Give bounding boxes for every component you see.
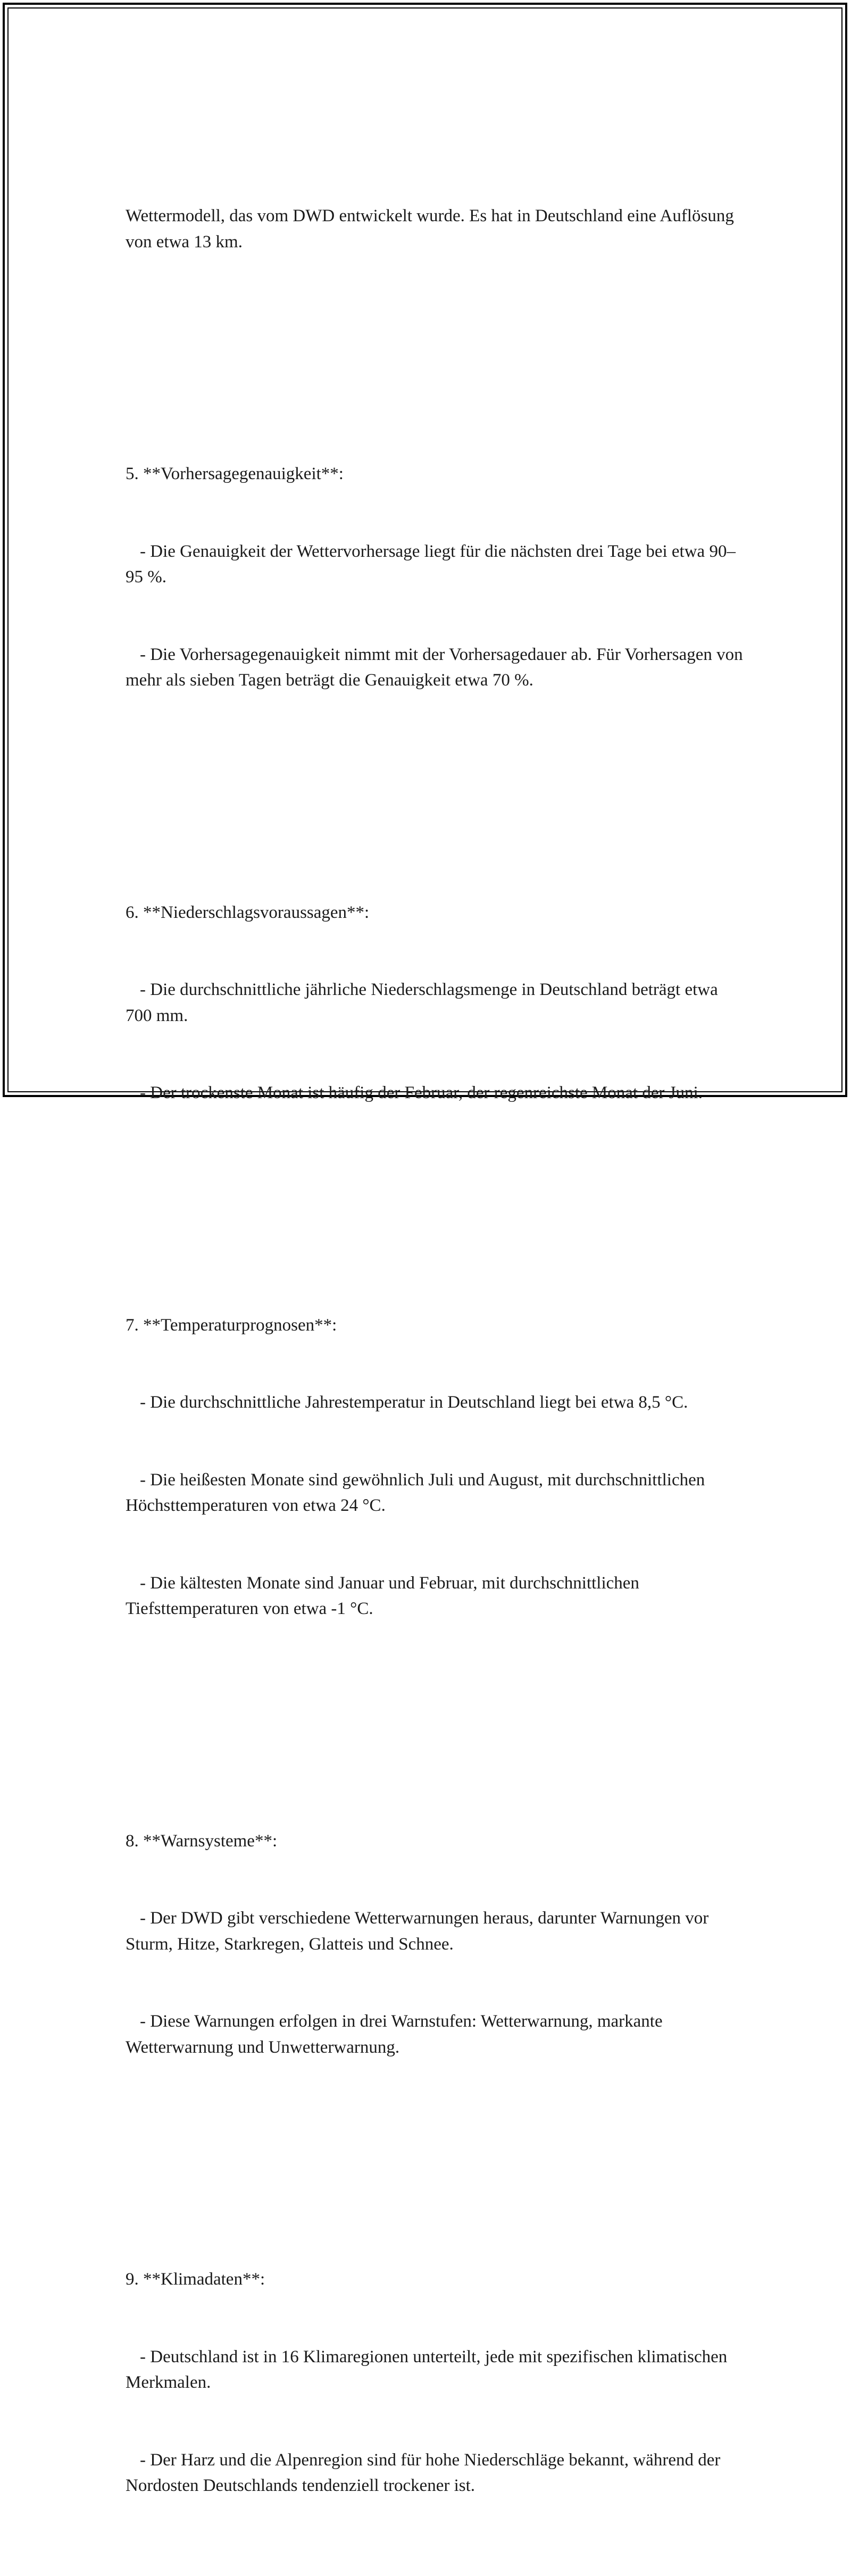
intro-text: Wettermodell, das vom DWD entwickelt wurde. Es hat in Deutschland eine Auflösung von etwa 13 km. [126, 206, 739, 252]
section-heading: 7. **Temperaturprognosen**: [126, 1315, 337, 1335]
section-warnsysteme [126, 1777, 748, 2112]
bullet-item: - Der trockenste Monat ist häufig der Februar, der regenreichste Monat der Juni. [140, 1083, 703, 1102]
bullet-item: - Die heißesten Monate sind gewöhnlich Juli und August, mit durchschnittlichen Höchsttemperaturen von etwa 24 °C. [126, 1470, 710, 1515]
bullet-item: - Diese Warnungen erfolgen in drei Warnstufen: Wetterwarnung, markante Wetterwarnung und Unwetterwarnung. [126, 2012, 667, 2057]
section-heading: 6. **Niederschlagsvoraussagen**: [126, 902, 370, 922]
bullet-item: - Die kältesten Monate sind Januar und Februar, mit durchschnittlichen Tiefsttemperaturen von etwa -1 °C. [126, 1573, 644, 1618]
bullet-item: - Deutschland ist in 16 Klimaregionen unterteilt, jede mit spezifischen klimatischen Merkmalen. [126, 2347, 732, 2392]
document-body [126, 100, 748, 2576]
section-heading: 5. **Vorhersagegenauigkeit**: [126, 464, 344, 483]
section-temperaturprognosen [126, 1261, 748, 1674]
section-klimadaten [126, 2215, 748, 2550]
section-heading: 9. **Klimadaten**: [126, 2270, 265, 2289]
bullet-item: - Die Genauigkeit der Wettervorhersage liegt für die nächsten drei Tage bei etwa 90–95 %. [126, 541, 736, 587]
section-niederschlagsvoraussagen [126, 848, 748, 1158]
bullet-item: - Der DWD gibt verschiedene Wetterwarnungen heraus, darunter Warnungen vor Sturm, Hitze, Starkregen, Glatteis und Schnee. [126, 1909, 713, 1954]
bullet-item: - Die durchschnittliche jährliche Niederschlagsmenge in Deutschland beträgt etwa 700 mm. [126, 980, 723, 1025]
intro-paragraph [126, 152, 748, 306]
bullet-item: - Der Harz und die Alpenregion sind für hohe Niederschläge bekannt, während der Nordosten Deutschlands tendenziell trockener ist. [126, 2450, 725, 2495]
section-vorhersagegenauigkeit [126, 409, 748, 745]
bullet-item: - Die durchschnittliche Jahrestemperatur in Deutschland liegt bei etwa 8,5 °C. [140, 1393, 688, 1412]
bullet-item: - Die Vorhersagegenauigkeit nimmt mit der Vorhersagedauer ab. Für Vorhersagen von mehr als sieben Tagen beträgt die Genauigkeit etwa 70 %. [126, 645, 747, 690]
section-heading: 8. **Warnsysteme**: [126, 1831, 278, 1851]
